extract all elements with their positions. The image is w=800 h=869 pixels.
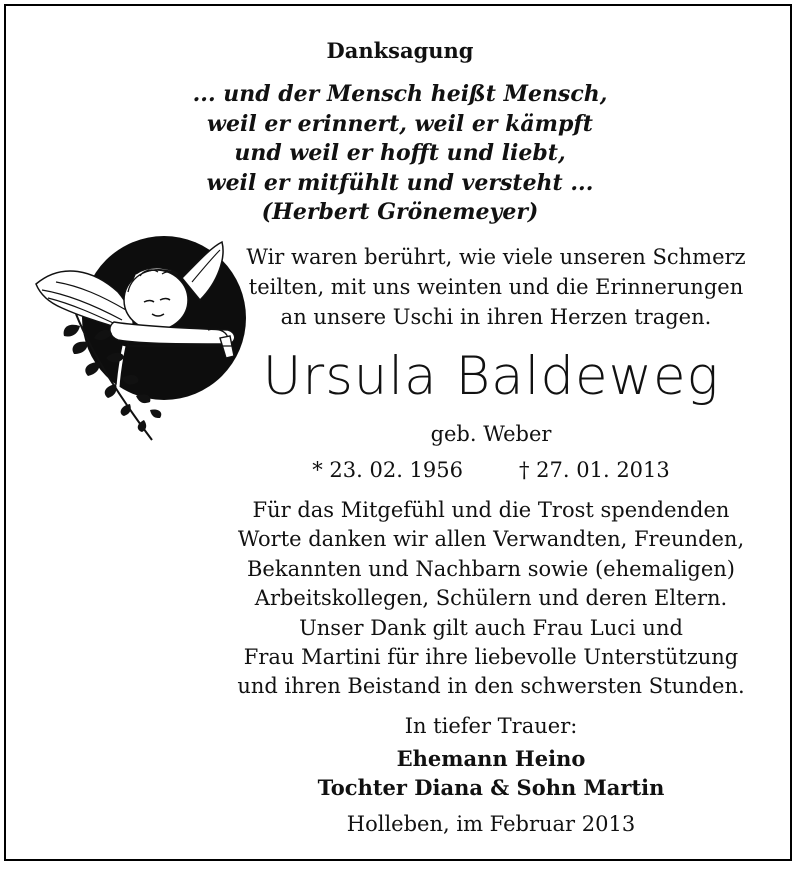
place-date: Holleben, im Februar 2013: [346, 812, 636, 836]
intro-line: an unsere Uschi in ihren Herzen tragen.: [280, 305, 712, 329]
family-line: Ehemann Heino: [396, 746, 586, 771]
maiden-name: geb. Weber: [430, 422, 552, 446]
poem-line: weil er mitfühlt und versteht ...: [206, 169, 594, 196]
thanks-line: Arbeitskollegen, Schülern und deren Eltern.: [254, 586, 728, 611]
poem-line: und weil er hofft und liebt,: [234, 140, 566, 166]
obituary-notice: [4, 4, 792, 861]
thanks-line: Bekannten und Nachbarn sowie (ehemaligen): [246, 556, 735, 581]
thanks-text: [236, 496, 746, 702]
poem-attribution: (Herbert Grönemeyer): [261, 199, 539, 225]
cherub-angel-icon: [32, 234, 254, 456]
intro-line: teilten, mit uns weinten und die Erinnerungen: [248, 275, 744, 299]
poem-line: ... und der Mensch heißt Mensch,: [192, 81, 608, 107]
thanks-line: Worte danken wir allen Verwandten, Freunden,: [237, 527, 745, 552]
thanks-line: und ihren Beistand in den schwersten Stunden.: [237, 674, 745, 699]
deceased-name: Ursula Baldeweg: [262, 346, 720, 407]
life-dates: [236, 458, 746, 482]
birth-date: * 23. 02. 1956: [312, 458, 463, 482]
intro-text: [246, 242, 746, 332]
family-names: [236, 744, 746, 802]
notice-heading: Danksagung: [326, 38, 474, 63]
death-date: † 27. 01. 2013: [519, 458, 670, 482]
family-line: Tochter Diana & Sohn Martin: [317, 775, 665, 800]
mourning-label: In tiefer Trauer:: [404, 714, 578, 738]
intro-line: Wir waren berührt, wie viele unseren Schmerz: [246, 245, 746, 269]
thanks-line: Für das Mitgefühl und die Trost spendenden: [252, 498, 730, 522]
poem-quote: [6, 80, 794, 228]
thanks-line: Unser Dank gilt auch Frau Luci und: [299, 615, 683, 640]
poem-line: weil er erinnert, weil er kämpft: [207, 110, 593, 137]
thanks-line: Frau Martini für ihre liebevolle Unterstützung: [243, 645, 739, 670]
